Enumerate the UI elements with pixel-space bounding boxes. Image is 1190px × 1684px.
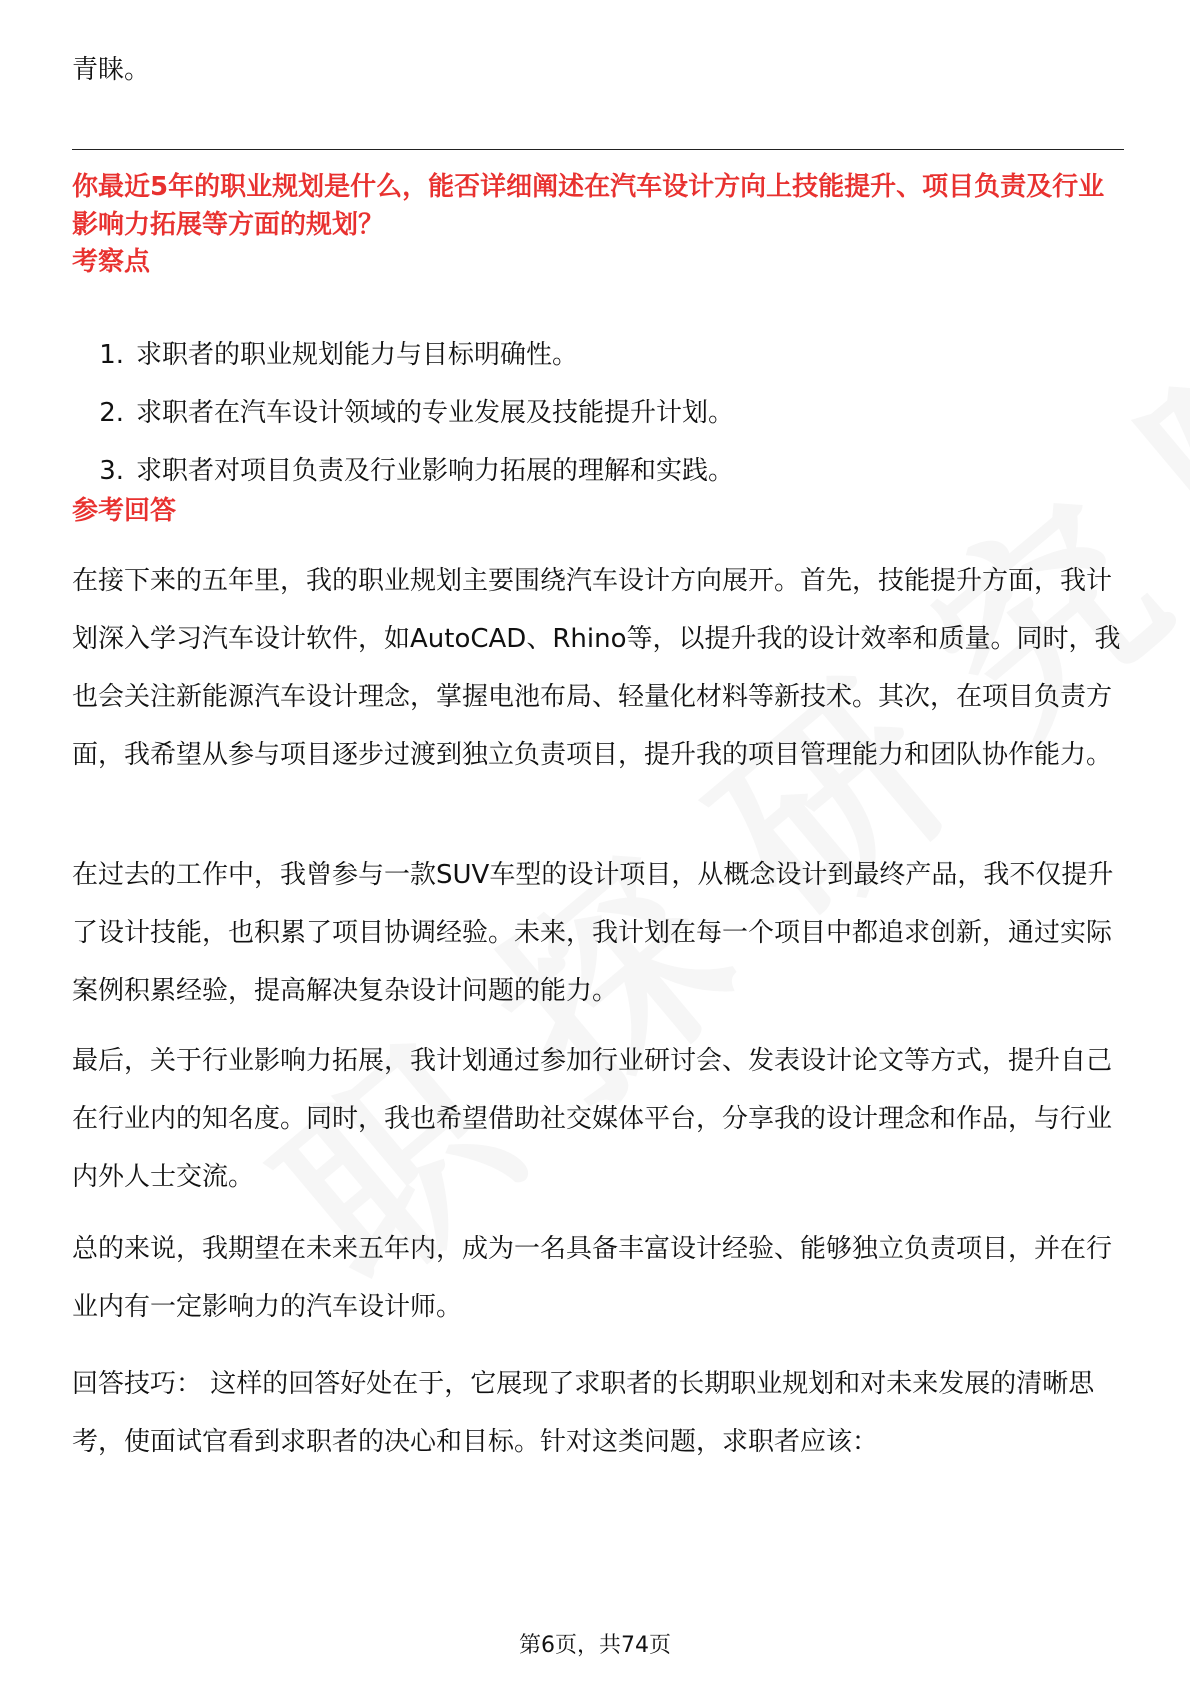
list-number: 2. (99, 398, 124, 428)
list-number: 3. (99, 456, 124, 486)
points-title: 考察点 (72, 247, 151, 277)
list-item (72, 451, 1124, 509)
answer-paragraph: 在接下来的五年里，我的职业规划主要围绕汽车设计方向展开。首先，技能提升方面，我计划深入学习汽车设计软件，如AutoCAD、Rhino等，以提升我的设计效率和质量。同时，我也会关注新能源汽车设计理念，掌握电池布局、轻量化材料等新技术。其次，在项目负责方面，我希望从参与项目逐步过渡到独立负责项目，提升我的项目管理能力和团队协作能力。 (72, 566, 1121, 770)
question-heading: 你最近5年的职业规划是什么，能否详细阐述在汽车设计方向上技能提升、项目负责及行业影响力拓展等方面的规划？ (72, 172, 1105, 240)
list-item (72, 393, 1124, 451)
list-text: 求职者的职业规划能力与目标明确性。 (136, 340, 579, 370)
answer-paragraph: 在过去的工作中，我曾参与一款SUV车型的设计项目，从概念设计到最终产品，我不仅提升了设计技能，也积累了项目协调经验。未来，我计划在每一个项目中都追求创新，通过实际案例积累经验，提高解决复杂设计问题的能力。 (72, 860, 1114, 1006)
answer-title: 参考回答 (72, 496, 177, 526)
section-divider (72, 149, 1124, 150)
continued-text: 青睐。 (72, 55, 151, 85)
list-number: 1. (99, 340, 124, 370)
list-text: 求职者对项目负责及行业影响力拓展的理解和实践。 (136, 456, 735, 486)
tips-paragraph: 回答技巧： 这样的回答好处在于，它展现了求职者的长期职业规划和对未来发展的清晰思考，使面试官看到求职者的决心和目标。针对这类问题，求职者应该： (72, 1369, 1095, 1457)
list-item (72, 335, 1124, 393)
answer-paragraph: 最后，关于行业影响力拓展，我计划通过参加行业研讨会、发表设计论文等方式，提升自己在行业内的知名度。同时，我也希望借助社交媒体平台，分享我的设计理念和作品，与行业内外人士交流。 (72, 1046, 1113, 1192)
points-list (72, 335, 1124, 509)
answer-paragraph: 总的来说，我期望在未来五年内，成为一名具备丰富设计经验、能够独立负责项目，并在行业内有一定影响力的汽车设计师。 (72, 1234, 1113, 1322)
list-text: 求职者在汽车设计领域的专业发展及技能提升计划。 (136, 398, 735, 428)
page-number: 第6页，共74页 (519, 1633, 671, 1658)
